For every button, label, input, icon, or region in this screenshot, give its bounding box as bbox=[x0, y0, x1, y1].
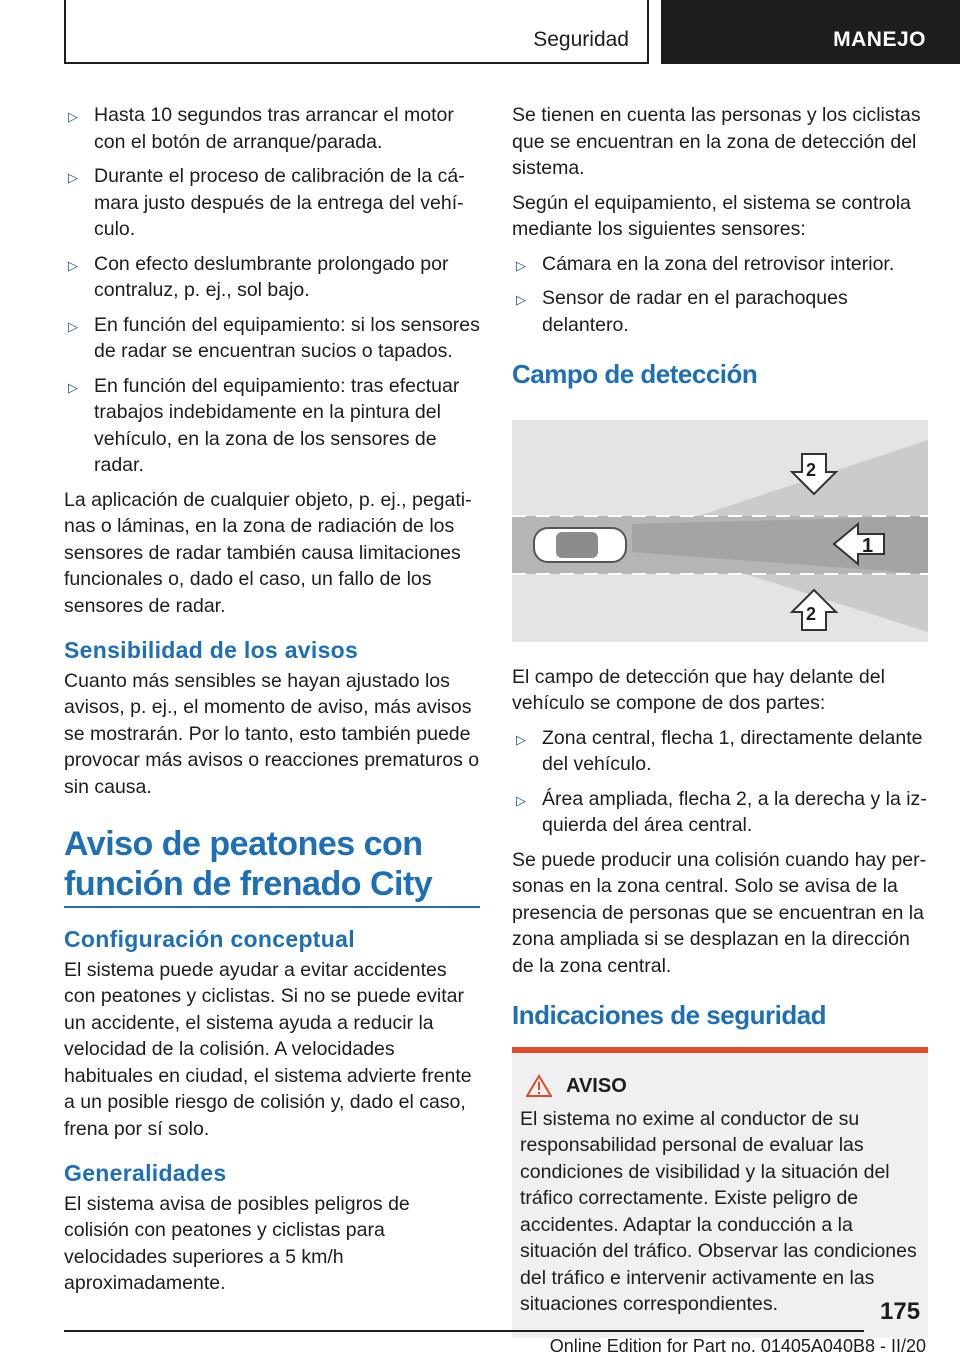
detection-field-figure bbox=[512, 420, 928, 642]
list-item: ▷ Con efecto deslumbrante prolongado por contraluz, p. ej., sol bajo. bbox=[68, 252, 449, 301]
arrow-center-label: 1 bbox=[862, 535, 874, 557]
triangle-bullet-icon: ▷ bbox=[68, 379, 78, 395]
list-item: ▷ Zona central, flecha 1, directamente delante del vehículo. bbox=[516, 726, 923, 775]
triangle-bullet-icon: ▷ bbox=[68, 170, 78, 185]
limitations-list bbox=[64, 102, 480, 479]
edition-footer: Online Edition for Part no. 01405A040B8 - II/20 bbox=[549, 1336, 926, 1356]
chapter-tab-label: MANEJO bbox=[833, 28, 926, 51]
triangle-bullet-icon: ▷ bbox=[516, 257, 526, 273]
subheading-sensitivity: Sensibilidad de los avisos bbox=[64, 637, 359, 663]
footer-rule bbox=[64, 1330, 864, 1332]
warning-triangle-icon bbox=[526, 1074, 552, 1098]
sensors-list bbox=[512, 251, 928, 339]
paragraph: Cuanto más sensibles se hayan ajustado los avisos, p. ej., el momento de aviso, más avisos se mostrarán. Por lo tanto, esto también puede provocar más avisos o reacciones prematuros o sin causa. bbox=[64, 669, 480, 798]
subheading-concept: Configuración conceptual bbox=[64, 926, 355, 952]
arrow-bottom-label: 2 bbox=[806, 604, 817, 624]
list-item: ▷ En función del equipamiento: tras efectuar trabajos indebidamente en la pintura del vehículo, en la zona de los sensores de radar. bbox=[68, 374, 460, 476]
subheading-detection-field: Campo de detección bbox=[512, 359, 758, 389]
left-column bbox=[64, 102, 480, 1305]
right-column bbox=[512, 102, 928, 1338]
list-item: ▷ Cámara en la zona del retrovisor interior. bbox=[512, 251, 928, 278]
list-item: ▷ Sensor de radar en el parachoques delantero. bbox=[516, 287, 848, 336]
triangle-bullet-icon: ▷ bbox=[516, 792, 526, 808]
section-heading: Aviso de peatones con función de frenado City bbox=[64, 824, 480, 908]
triangle-bullet-icon: ▷ bbox=[68, 318, 78, 334]
warning-box bbox=[512, 1053, 928, 1338]
chapter-tab bbox=[661, 0, 960, 64]
triangle-bullet-icon: ▷ bbox=[68, 109, 78, 124]
paragraph: Se puede producir una colisión cuando hay personas en la zona central. Solo se avisa de la presencia de personas que se encuentran en la zona ampliada si se desplazan en la dirección de la zona central. bbox=[512, 848, 927, 977]
paragraph: Según el equipamiento, el sistema se controla mediante los siguientes sensores: bbox=[512, 191, 911, 240]
list-item: ▷ En función del equipamiento: si los sensores de radar se encuentran sucios o tapados. bbox=[68, 313, 480, 362]
triangle-bullet-icon: ▷ bbox=[516, 292, 526, 307]
page-number: 175 bbox=[880, 1298, 921, 1325]
zones-list bbox=[512, 725, 928, 839]
subheading-safety: Indicaciones de seguridad bbox=[512, 1000, 827, 1030]
subheading-general: Generalidades bbox=[64, 1160, 227, 1186]
list-item: ▷ Durante el proceso de calibración de la cámara justo después de la entrega del vehículo. bbox=[68, 165, 465, 240]
paragraph: La aplicación de cualquier objeto, p. ej., pegatinas o láminas, en la zona de radiación de los sensores de radar también causa limitaciones funcionales o, dado el caso, un fallo de los sensores de radar. bbox=[64, 488, 472, 617]
paragraph: Se tienen en cuenta las personas y los ciclistas que se encuentran en la zona de detección del sistema. bbox=[512, 104, 921, 179]
triangle-bullet-icon: ▷ bbox=[68, 257, 78, 273]
triangle-bullet-icon: ▷ bbox=[516, 731, 526, 747]
car-icon bbox=[534, 528, 626, 562]
arrow-top-label: 2 bbox=[806, 460, 817, 480]
list-item: ▷ Área ampliada, flecha 2, a la derecha y la izquierda del área central. bbox=[516, 787, 927, 836]
paragraph: El sistema avisa de posibles peligros de colisión con peatones y ciclistas para velocidades superiores a 5 km/h aproximadamente. bbox=[64, 1192, 410, 1294]
warning-title: AVISO bbox=[566, 1075, 627, 1097]
list-item: ▷ Hasta 10 segundos tras arrancar el motor con el botón de arranque/parada. bbox=[68, 104, 454, 153]
section-title: Seguridad bbox=[533, 28, 629, 51]
paragraph: El sistema puede ayudar a evitar accidentes con peatones y ciclistas. Si no se puede evitar un accidente, el sistema ayuda a reducir la velocidad de la colisión. A velocidades habituales en ciudad, el sistema advierte frente a un posible riesgo de colisión y, dado el caso, frena por sí solo. bbox=[64, 958, 472, 1140]
warning-text: El sistema no exime al conductor de su responsabilidad personal de evaluar las condiciones de visibilidad y la situación del tráfico correctamente. Existe peligro de accidentes. Adaptar la conducción a la situación del tráfico. Observar las condiciones del tráfico e intervenir activamente en las situaciones correspondientes. bbox=[520, 1107, 917, 1315]
paragraph: El campo de detección que hay delante del vehículo se compone de dos partes: bbox=[512, 665, 885, 714]
